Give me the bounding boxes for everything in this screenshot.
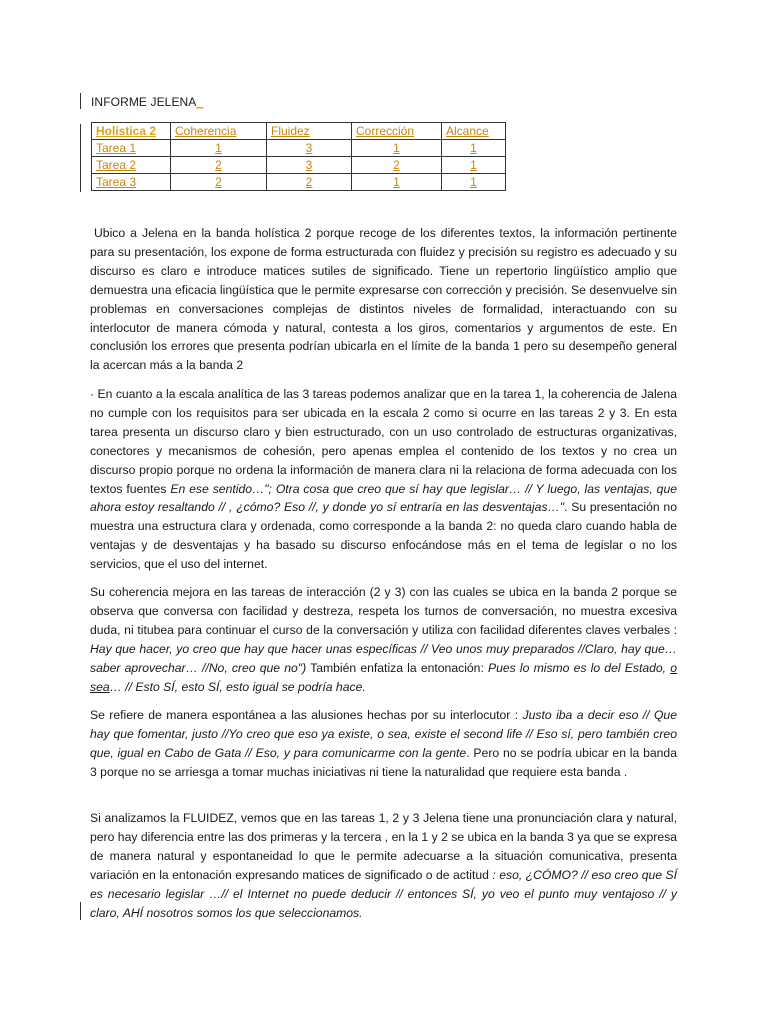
table-cell: 1 (442, 174, 506, 191)
table-cell: 1 (352, 174, 442, 191)
table-cell: 2 (171, 157, 267, 174)
quote-run: Pues lo mismo es lo del Estado, (488, 660, 671, 675)
title-mark: _ (196, 95, 204, 109)
quote-run: o sea (90, 660, 677, 694)
table-cell: 1 (442, 140, 506, 157)
table-header: Corrección (352, 123, 442, 140)
row-label: Tarea 2 (92, 157, 171, 174)
paragraph-text (90, 706, 677, 782)
paragraph-text: Ubico a Jelena en la banda holística 2 porque recoge de los diferentes textos, la información pertinente para su presentación, los expone de forma estructurada con fluidez y precisión su registro es adecuado y su discurso es claro e introduce matices sutiles de significado. Tiene un repertorio lingüístico amplio que demuestra una eficacia lingüística que le permite expresarse con corrección y precisión. Se desenvuelve sin problemas en conversaciones complejas de distintos niveles de formalidad, interactuando con su interlocutor de manera cómoda y natural, contesta a los giros, comentarios y argumentos de este. En conclusión los errores que presenta podrían ubicarla en el límite de la banda 1 pero su desempeño general la acercan más a la banda 2 (90, 226, 677, 373)
table-cell: 1 (352, 140, 442, 157)
title-text: INFORME JELENA (91, 95, 197, 109)
paragraph-holistic (90, 224, 677, 375)
score-table (91, 122, 506, 191)
table-cell: 3 (267, 157, 352, 174)
table-header: Alcance (442, 123, 506, 140)
table-header: Holística 2 (92, 123, 171, 140)
text-run: También enfatiza la entonación: (306, 660, 488, 675)
text-run: Se refiere de manera espontánea a las alusiones hechas por su interlocutor : (90, 708, 523, 722)
paragraph-allusions (90, 706, 677, 782)
quote-run: Justo iba a decir eso // Que hay que fomentar, justo //Yo creo que eso ya existe, o sea, existe el second life // Eso sí, pero también creo que, igual en Cabo de Gata // Eso, y para comunicarme con la gente (90, 708, 677, 760)
text-run: . Su presentación no muestra una estructura clara y ordenada, como corresponde a la banda 2: no queda claro cuando habla de ventajas y de desventajas y ha basado su discurso enfocándose más en el tema de legislar o no los servicios, que el uso del internet. (90, 500, 677, 572)
text-run: · En cuanto a la escala analítica de las 3 tareas podemos analizar que en la tarea 1, la coherencia de Jalena no cumple con los requisitos para ser ubicada en la escala 2 como si ocurre en las tareas 2 y 3. En esta tarea presenta un discurso claro y bien estructurado, con un uso controlado de estructuras organizativas, conectores y mecanismos de cohesión, pero apenas emplea el contenido de los textos y no crea un discurso propio porque no ordena la información de manera clara ni la relaciona de forma adecuada con los textos fuentes (90, 387, 677, 496)
text-run: Si analizamos la FLUIDEZ, vemos que en las tareas 1, 2 y 3 Jelena tiene una pronunciación clara y natural, pero hay diferencia entre las dos primeras y la tercera , en la 1 y 2 se ubica en la banda 3 ya que se expresa de manera natural y espontaneidad lo que le permite adecuarse a la situación comunicativa, presenta variación en la entonación expresando matices de significado o de actitud (90, 811, 677, 882)
table-header: Fluidez (267, 123, 352, 140)
text-run: . Pero no se podría ubicar en la banda 3 porque no se arriesga a tomar muchas iniciativas ni tiene la naturalidad que requiere esta banda . (90, 745, 677, 779)
quote-run: Hay que hacer, yo creo que hay que hacer unas específicas // Veo unos muy preparados //Claro, hay que… saber aprovechar… //No, creo que no") (90, 641, 677, 675)
revision-bar (80, 124, 81, 192)
text-run: Su coherencia mejora en las tareas de interacción (2 y 3) con las cuales se ubica en la banda 2 porque se observa que conversa con facilidad y destreza, respeta los turnos de conversación, no muestra excesiva duda, ni titubea para continuar el curso de la conversación y utiliza con facilidad diferentes claves verbales : (90, 585, 677, 637)
table-cell: 1 (171, 140, 267, 157)
table-row (92, 140, 506, 157)
quote-run: En ese sentido…"; Otra cosa que creo que sí hay que legislar… // Y luego, las ventajas, que ahora estoy resaltando // , ¿cómo? Eso //, y donde yo sí entraría en las desventajas…" (90, 481, 677, 515)
table-cell: 2 (171, 174, 267, 191)
table-cell: 2 (267, 174, 352, 191)
quote-run: … // Esto SÍ, esto SÍ, esto igual se podría hace. (109, 679, 366, 694)
paragraph-fluency (90, 809, 677, 922)
table-row (92, 174, 506, 191)
paragraph-text (90, 385, 677, 574)
table-cell: 3 (267, 140, 352, 157)
revision-bar (80, 93, 81, 109)
row-label: Tarea 3 (92, 174, 171, 191)
paragraph-text (90, 809, 677, 922)
table-row (92, 157, 506, 174)
quote-run: : eso, ¿CÓMO? // eso creo que SÍ es necesario legislar …// el Internet no puede deducir // entonces SÍ, yo veo el punto muy ventajoso // y claro, AHÍ nosotros somos los que seleccionamos. (90, 867, 677, 920)
table-header: Coherencia (171, 123, 267, 140)
row-label: Tarea 1 (92, 140, 171, 157)
revision-bar (80, 902, 81, 920)
table-cell: 1 (442, 157, 506, 174)
paragraph-coherence-interaction (90, 583, 677, 696)
paragraph-text (90, 583, 677, 696)
table-cell: 2 (352, 157, 442, 174)
table-header-row (92, 123, 506, 140)
document-title (91, 95, 203, 109)
paragraph-coherence-task1 (90, 385, 677, 574)
